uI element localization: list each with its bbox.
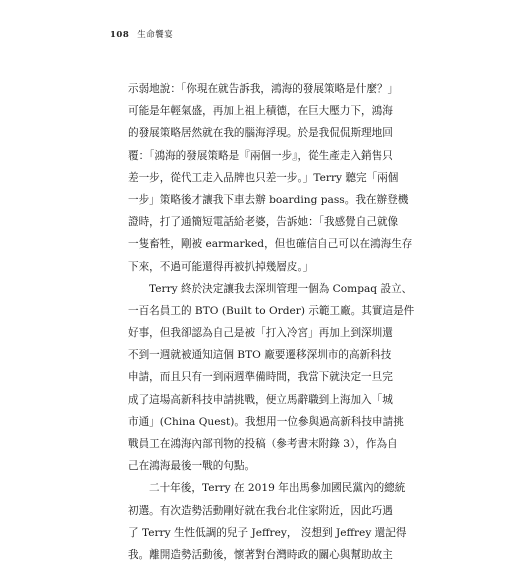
- text-line: 差一步，從代工走入品牌也只差一步。」Terry 聽完「兩個: [128, 171, 399, 184]
- text-line: 好事，但我卻認為自己是被「打入冷宮」再加上到深圳還: [128, 327, 393, 340]
- book-title: 生命饗宴: [137, 30, 174, 40]
- text-line: 初選。有次造勢活動剛好就在我台北住家附近，因此巧遇: [128, 504, 393, 517]
- text-line: 覆：「鴻海的發展策略是『兩個一步』，從生產走入銷售只: [128, 149, 393, 162]
- text-line: 二十年後，Terry 在 2019 年出馬參加國民黨內的總統: [149, 482, 406, 495]
- text-line: 己在鴻海最後一戰的句點。: [128, 460, 256, 473]
- body-text: [128, 78, 415, 566]
- text-line: 證時，打了通簡短電話給老婆，告訴她：「我感覺自己就像: [128, 216, 399, 229]
- text-line: 市通」(China Quest)。我想用一位參與過高新科技申請挑: [128, 415, 404, 428]
- paragraph: [128, 477, 407, 566]
- text-line: 示弱地說：「你現在就告訴我，鴻海的發展策略是什麼？」: [128, 83, 399, 95]
- text-line: 申請，而且只有一到兩週準備時間，我當下就決定一旦完: [128, 371, 393, 384]
- text-line: 一步」策略後才讓我下車去辦 boarding pass。我在辦登機: [128, 193, 409, 206]
- text-line: 我。離開造勢活動後，懷著對台灣時政的關心與幫助故主: [128, 548, 393, 561]
- running-header: [110, 28, 173, 40]
- paragraph: [128, 78, 413, 278]
- text-line: 戰員工在鴻海內部刊物的投稿（參考書末附錄 3），作為自: [128, 438, 398, 450]
- text-line: 可能是年輕氣盛，再加上祖上積德，在巨大壓力下，鴻海: [128, 105, 393, 118]
- text-line: Terry 終於決定讓我去深圳管理一個為 Compaq 設立、: [149, 282, 413, 295]
- paragraph: [128, 278, 415, 478]
- text-line: 的發展策略居然就在我的腦海浮現。於是我侃侃斯理地回: [128, 127, 393, 140]
- text-line: 下來，不過可能還得再被扒掉幾層皮。」: [128, 260, 314, 273]
- text-line: 一百名員工的 BTO (Built to Order) 示範工廠。其實這是件: [128, 304, 415, 317]
- text-line: 一隻畜牲，剛被 earmarked，但也確信自己可以在鴻海生存: [128, 238, 413, 251]
- page-number: 108: [110, 30, 130, 40]
- text-line: 了 Terry 生性低調的兒子 Jeffrey， 沒想到 Jeffrey 還記得: [128, 526, 407, 539]
- text-line: 成了這場高新科技申請挑戰，便立馬辭職到上海加入「城: [128, 393, 393, 406]
- text-line: 不到一週就被通知這個 BTO 廠要遷移深圳市的高新科技: [128, 349, 392, 362]
